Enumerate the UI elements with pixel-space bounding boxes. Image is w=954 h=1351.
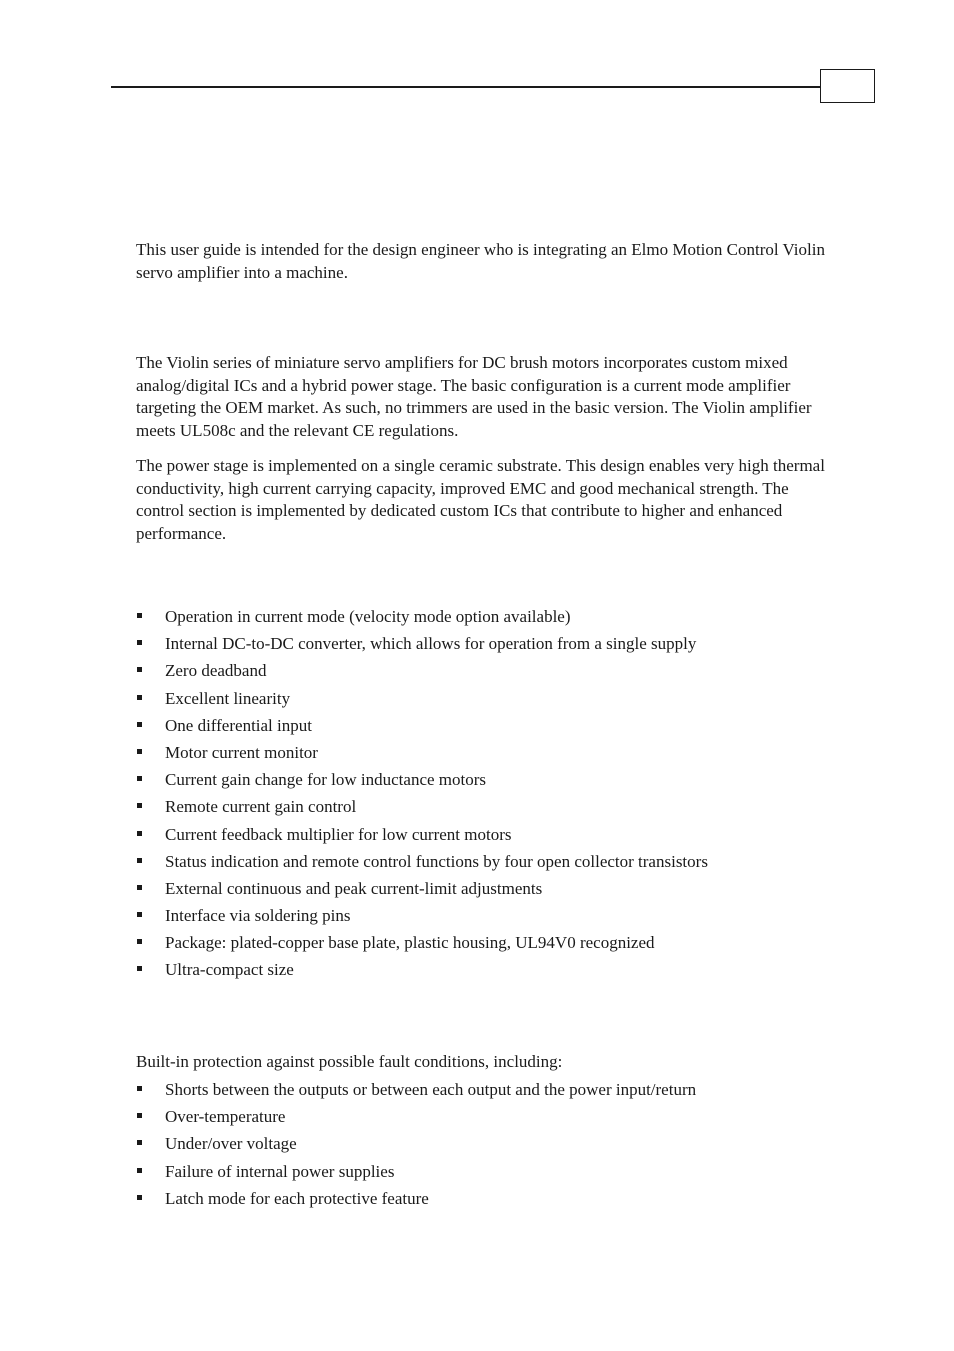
bullet-square-icon: [137, 1168, 142, 1173]
list-item-text: Failure of internal power supplies: [165, 1161, 395, 1181]
list-item: [136, 824, 836, 851]
list-item: [136, 1079, 836, 1106]
bullet-square-icon: [137, 1195, 142, 1200]
features-list: [136, 606, 836, 987]
list-item: [136, 1133, 836, 1160]
bullet-square-icon: [137, 1113, 142, 1118]
bullet-square-icon: [137, 966, 142, 971]
bullet-square-icon: [137, 912, 142, 917]
list-item-text: Remote current gain control: [165, 797, 357, 817]
bullet-square-icon: [137, 749, 142, 754]
bullet-square-icon: [137, 1086, 142, 1091]
list-item: [136, 606, 836, 633]
bullet-square-icon: [137, 667, 142, 672]
list-item-text: Latch mode for each protective feature: [165, 1188, 429, 1208]
list-item-text: Status indication and remote control functions by four open collector transistors: [165, 851, 708, 871]
list-item-text: Motor current monitor: [165, 742, 318, 762]
protection-intro: Built-in protection against possible fault conditions, including:: [136, 1052, 563, 1071]
bullet-square-icon: [137, 831, 142, 836]
list-item: [136, 1106, 836, 1133]
audience-paragraph: This user guide is intended for the design engineer who is integrating an Elmo Motion Control Violin servo amplifier into a machine.: [136, 240, 825, 282]
list-item-text: Shorts between the outputs or between each output and the power input/return: [165, 1080, 697, 1099]
list-item-text: Current gain change for low inductance motors: [165, 770, 487, 790]
list-item-text: Package: plated-copper base plate, plastic housing, UL94V0 recognized: [165, 933, 655, 953]
list-item: [136, 1161, 836, 1188]
list-item-text: Interface via soldering pins: [165, 906, 351, 926]
list-item: [136, 851, 836, 878]
list-item: [136, 742, 836, 769]
list-item: [136, 715, 836, 742]
list-item-text: One differential input: [165, 715, 312, 735]
bullet-square-icon: [137, 613, 142, 618]
list-item: [136, 660, 836, 687]
bullet-square-icon: [137, 1140, 142, 1145]
list-item: [136, 796, 836, 823]
list-item-text: Operation in current mode (velocity mode option available): [165, 607, 571, 626]
list-item: [136, 633, 836, 660]
list-item: [136, 932, 836, 959]
list-item-text: Under/over voltage: [165, 1134, 297, 1154]
protection-list: [136, 1079, 836, 1215]
list-item: [136, 1188, 836, 1215]
list-item-text: Current feedback multiplier for low current motors: [165, 824, 512, 844]
list-item-text: External continuous and peak current-limit adjustments: [165, 878, 543, 898]
list-item: [136, 769, 836, 796]
list-item: [136, 688, 836, 715]
list-item-text: Excellent linearity: [165, 688, 291, 708]
bullet-square-icon: [137, 803, 142, 808]
bullet-square-icon: [137, 858, 142, 863]
description-paragraph-1: The Violin series of miniature servo amplifiers for DC brush motors incorporates custom mixed analog/digital ICs and a hybrid power stage. The basic configuration is a current mode amplifier targeting the OEM market. As such, no trimmers are used in the basic version. The Violin amplifier meets UL508c and the relevant CE regulations.: [136, 353, 812, 440]
header-rule: [111, 86, 821, 88]
list-item-text: Zero deadband: [165, 661, 267, 681]
bullet-square-icon: [137, 695, 142, 700]
list-item: [136, 878, 836, 905]
bullet-square-icon: [137, 776, 142, 781]
page-number-box: [820, 69, 875, 103]
list-item-text: Ultra-compact size: [165, 960, 294, 980]
list-item-text: Over-temperature: [165, 1107, 286, 1127]
bullet-square-icon: [137, 939, 142, 944]
list-item: [136, 959, 836, 986]
list-item: [136, 905, 836, 932]
bullet-square-icon: [137, 885, 142, 890]
bullet-square-icon: [137, 640, 142, 645]
bullet-square-icon: [137, 722, 142, 727]
description-paragraph-2: The power stage is implemented on a single ceramic substrate. This design enables very high thermal conductivity, high current carrying capacity, improved EMC and good mechanical strength. The control section is implemented by dedicated custom ICs that contribute to higher and enhanced performance.: [136, 456, 825, 543]
list-item-text: Internal DC-to-DC converter, which allows for operation from a single supply: [165, 634, 697, 654]
